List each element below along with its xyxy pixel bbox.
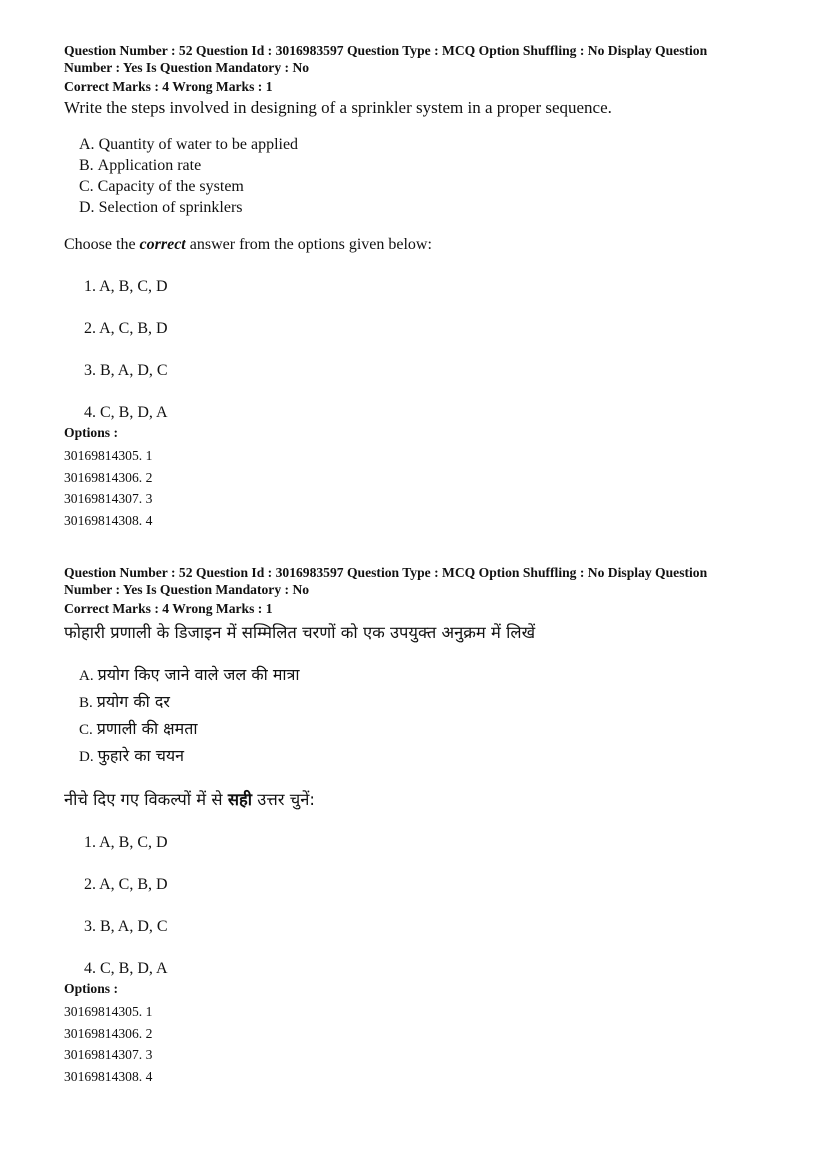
option-id-row: 30169814306. 2 [64, 469, 153, 485]
sequence-items-list [79, 134, 774, 218]
question-block-english [64, 42, 774, 531]
answer-choices-list [84, 832, 774, 979]
emphasis-word: correct [139, 236, 186, 253]
answer-choice: 4. C, B, D, A [84, 404, 168, 421]
sequence-items-list [79, 662, 774, 770]
list-item: B. Application rate [79, 157, 202, 174]
question-stem: फोहारी प्रणाली के डिजाइन में सम्मिलित चरणों को एक उपयुक्त अनुक्रम में लिखें [64, 623, 536, 642]
list-item: A. Quantity of water to be applied [79, 136, 299, 153]
list-item: D. फुहारे का चयन [79, 746, 185, 765]
answer-choice: 3. B, A, D, C [84, 918, 168, 935]
option-ids-list [64, 1001, 774, 1087]
option-id-row: 30169814306. 2 [64, 1025, 153, 1041]
option-id-row: 30169814308. 4 [64, 512, 153, 528]
marks-line: Correct Marks : 4 Wrong Marks : 1 [64, 601, 273, 616]
question-header-line-2: Number : Yes Is Question Mandatory : No [64, 582, 310, 597]
option-id-row: 30169814305. 1 [64, 1004, 153, 1019]
answer-choice: 3. B, A, D, C [84, 362, 168, 379]
option-ids-list [64, 445, 774, 531]
list-item: B. प्रयोग की दर [79, 692, 170, 711]
answer-choice: 1. A, B, C, D [84, 278, 168, 295]
list-item: A. प्रयोग किए जाने वाले जल की मात्रा [79, 665, 300, 684]
option-id-row: 30169814308. 4 [64, 1068, 153, 1084]
option-id-row: 30169814307. 3 [64, 491, 153, 507]
list-item: D. Selection of sprinklers [79, 199, 243, 216]
options-title: Options : [64, 425, 119, 440]
options-title: Options : [64, 981, 119, 996]
answer-choice: 1. A, B, C, D [84, 834, 168, 851]
question-header-line-1: Question Number : 52 Question Id : 3016983597 Question Type : MCQ Option Shuffling : No Display Question [64, 43, 708, 58]
choose-instruction: Choose the correct answer from the options given below: [64, 236, 432, 253]
answer-choice: 2. A, C, B, D [84, 320, 168, 337]
question-header-line-2: Number : Yes Is Question Mandatory : No [64, 60, 310, 75]
option-id-row: 30169814307. 3 [64, 1047, 153, 1063]
question-block-hindi [64, 564, 774, 1087]
emphasis-word: सही [227, 790, 253, 809]
answer-choices-list [84, 276, 774, 423]
question-header-line-1: Question Number : 52 Question Id : 3016983597 Question Type : MCQ Option Shuffling : No Display Question [64, 565, 708, 580]
list-item: C. प्रणाली की क्षमता [79, 719, 198, 738]
answer-choice: 2. A, C, B, D [84, 876, 168, 893]
option-id-row: 30169814305. 1 [64, 448, 153, 463]
answer-choice: 4. C, B, D, A [84, 960, 168, 977]
list-item: C. Capacity of the system [79, 178, 244, 195]
marks-line: Correct Marks : 4 Wrong Marks : 1 [64, 79, 273, 94]
choose-instruction: नीचे दिए गए विकल्पों में से सही उत्तर चुनें: [64, 790, 315, 809]
question-stem: Write the steps involved in designing of a sprinkler system in a proper sequence. [64, 98, 612, 117]
